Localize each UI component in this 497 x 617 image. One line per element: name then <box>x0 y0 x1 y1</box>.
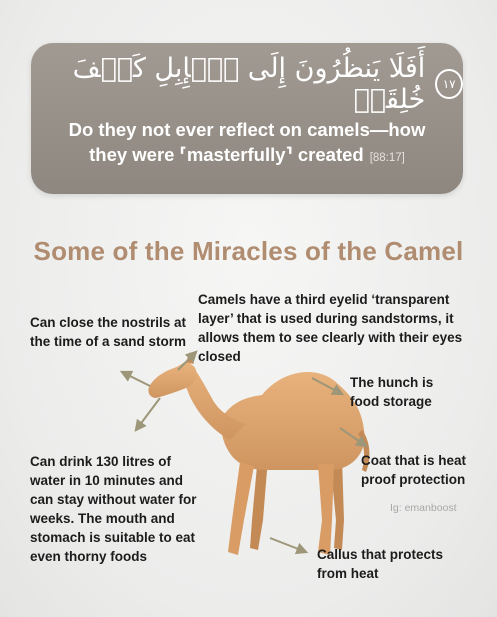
note-hunch: The hunch is food storage <box>350 375 434 409</box>
arrow-nostrils <box>122 372 150 386</box>
arrow-mouth <box>136 398 160 430</box>
verse-reference: [88:17] <box>369 152 405 164</box>
note-callus: Callus that protects from heat <box>317 547 444 581</box>
note-drink: Can drink 130 litres of water in 10 minutes and can stay without water for weeks. The mouth and stomach is suitable to eat even thorny foods <box>30 454 197 564</box>
arabic-verse: أَفَلَا يَنظُرُونَ إِلَى ٱلۡإِبِلِ كَيۡفَ خُلِقَتۡ <box>72 53 426 115</box>
note-third-eyelid: Camels have a third eyelid ‘transparent layer’ that is used during sandstorms, it allows them to see clearly with their eyes closed <box>198 292 463 364</box>
note-coat: Coat that is heat proof protection <box>361 453 467 487</box>
note-nostrils: Can close the nostrils at the time of a sand storm <box>30 315 187 349</box>
translation-line-1: Do they not ever reflect on camels—how <box>68 119 426 140</box>
arrow-callus <box>270 538 306 552</box>
translation-line-2-text: they were ⸢masterfully⸣ created <box>89 144 364 165</box>
watermark: Ig: emanboost <box>390 502 457 514</box>
ayah-number-icon: ١٧ <box>435 69 463 99</box>
page-title: Some of the Miracles of the Camel <box>33 236 464 266</box>
